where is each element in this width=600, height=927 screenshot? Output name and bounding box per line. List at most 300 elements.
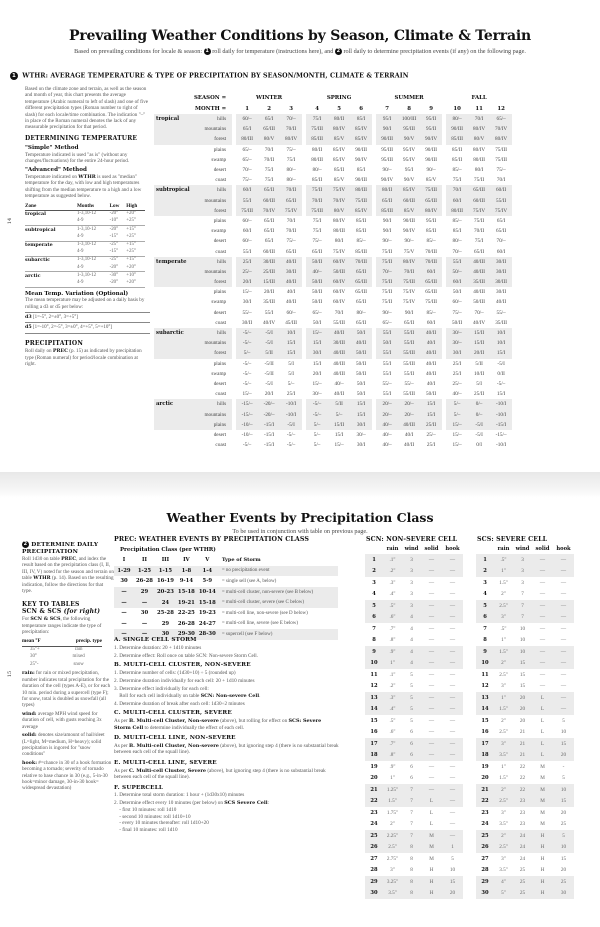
month-label: 8 <box>407 105 411 112</box>
wthr-cell: 40/– <box>306 267 328 277</box>
wthr-cell: 75/I <box>306 114 328 124</box>
climate-zone-label: subarctic <box>154 328 194 338</box>
climate-zone-label <box>154 308 194 318</box>
subtitle-text: roll daily to determine precipitation events (if any) on the following page. <box>343 48 526 55</box>
wthr-cell: -5/I <box>497 360 505 367</box>
wthr-cell: 50/II <box>350 348 372 358</box>
precipitation-heading: PRECIPITATION <box>25 339 84 347</box>
wthr-cell: -5/– <box>306 409 328 419</box>
wthr-cell: 55/I <box>446 257 468 267</box>
wthr-cell: 50/III <box>473 299 485 306</box>
wthr-cell: 80/III <box>311 156 323 163</box>
wthr-cell: 65/III <box>350 277 372 287</box>
wthr-cell: 65/I <box>258 114 280 124</box>
zone-temperature-table: Zone Months Low High tropical 1-3,10-12 -20° +20° 4-9 -10° +25° subtropical 1-3,10-12 -20° +15° 4-9 -15° +25° temperate 1-3,10-12 -25° +15° 4-9 -15° +25° subarctic 1-3,10-12 -25° +15° 4-9 -20° +20° arctic 1-3,10-12 -30° +10° 4-9 -20° +20° <box>25 203 145 288</box>
wthr-row <box>154 369 512 379</box>
scs-row: 21 2" 22 M 10 <box>476 784 574 796</box>
prec-row: — — 29 26-28 24-27 = multi-cell line, severe (see E below) <box>121 620 299 627</box>
scn-row: 3 .3" 3 — — <box>372 579 456 586</box>
wthr-cell: 80/IV <box>420 206 442 216</box>
wthr-row <box>154 297 512 307</box>
wthr-cell: 85/V <box>333 177 345 184</box>
scs-row: 12 3" 15 — — <box>481 683 567 690</box>
terrain-label: hills <box>194 114 232 124</box>
wthr-cell: 25/II <box>474 391 485 398</box>
wthr-cell: 90/– <box>382 309 392 316</box>
subtitle-text: roll daily for temperature (instructions here), and <box>212 48 334 55</box>
terrain-label: mountains <box>194 409 232 419</box>
prec-row: — 30 25-28 22-25 19-23 = multi-cell line, non-severe (see D below) <box>121 610 308 617</box>
wthr-cell: 95/IV <box>403 146 416 153</box>
climate-zone-label: tropical <box>154 114 194 124</box>
wthr-cell: 20/– <box>376 399 398 409</box>
wthr-cell: 80/– <box>446 114 468 124</box>
month-label: 11 <box>475 105 483 112</box>
climate-zone-label <box>154 440 194 450</box>
wthr-cell: 90/IV <box>420 134 442 144</box>
scs-row: 6 3" 7 — — <box>476 612 574 624</box>
wthr-cell: 60/III <box>468 196 490 206</box>
wthr-cell: 60/I <box>420 267 442 277</box>
wthr-cell: 75/I <box>474 238 484 245</box>
wthr-cell: 40/– <box>376 420 398 430</box>
wthr-cell: 40/II <box>426 360 437 367</box>
scn-row: 20 1" 6 — — <box>370 775 456 782</box>
wthr-cell: 55/I <box>382 370 392 377</box>
wthr-row <box>154 338 512 348</box>
wthr-cell: 5/– <box>313 431 321 438</box>
climate-zone-label <box>154 124 194 134</box>
wthr-cell: 60/– <box>286 309 296 316</box>
terrain-label: coast <box>215 442 227 449</box>
wthr-instructions <box>25 86 150 367</box>
wthr-row <box>154 308 512 318</box>
wthr-cell: 40/II <box>280 277 302 287</box>
wthr-cell: 75/III <box>398 277 420 287</box>
wthr-cell: 75/II <box>474 177 485 184</box>
climate-zone-label <box>154 409 194 419</box>
wthr-cell: 90/– <box>404 238 414 245</box>
wthr-cell: -5/– <box>496 380 506 387</box>
scn-row: 24 2" 7 L — <box>370 821 456 828</box>
scn-row: 9 .9" 4 — — <box>365 646 463 658</box>
terrain-label: plains <box>213 360 227 367</box>
determine-precip-text: Roll 1d30 on table PREC, and index the result based on the precipitation class (I, II, III, IV, V) noted for the season and terrain on table WTHR (p. 14). Based on the resulting indication, follow the directions for that type. <box>22 556 114 595</box>
wthr-cell: 75/III <box>495 146 507 153</box>
wthr-cell: 5/– <box>313 442 321 449</box>
wthr-cell: -5/– <box>242 370 252 377</box>
climate-zone-label <box>154 267 194 277</box>
wthr-cell: 90/III <box>425 146 437 153</box>
climate-zone-label <box>154 134 194 144</box>
wthr-cell: 10/I <box>490 328 512 338</box>
wthr-cell: 30/II <box>496 289 507 296</box>
wthr-cell: 55/II <box>490 196 512 206</box>
climate-zone-label: temperate <box>154 257 194 267</box>
wthr-cell: -5/– <box>236 328 258 338</box>
wthr-cell: 55/II <box>398 328 420 338</box>
wthr-cell: 65/II <box>286 248 297 255</box>
climate-zone-label <box>154 226 194 236</box>
key-heading: KEY TO TABLES SCN & SCS (for right) <box>22 601 101 615</box>
wthr-row <box>154 175 512 185</box>
wthr-row <box>154 348 512 358</box>
wthr-cell: 55/III <box>398 348 420 358</box>
wthr-row <box>154 165 512 175</box>
climate-zone-label <box>154 369 194 379</box>
wthr-cell: 75/I <box>286 156 296 163</box>
wthr-cell: 20/I <box>236 277 258 287</box>
wthr-cell: 50/I <box>356 391 366 398</box>
wthr-cell: 70/– <box>242 167 252 174</box>
wthr-cell: 80/II <box>312 146 323 153</box>
wthr-cell: -5/– <box>286 431 296 438</box>
wthr-cell: 30/II <box>242 319 253 326</box>
scn-row: 5 .5" 3 — — <box>365 600 463 612</box>
mean-variation-text: The mean temperature may be adjusted on a daily basis by rolling a d3 or d5 per below: <box>25 297 145 310</box>
wthr-cell: 70/IV <box>328 196 350 206</box>
wthr-cell: 90/III <box>376 134 398 144</box>
scs-row: 29 4" 25 H 25 <box>476 876 574 888</box>
wthr-cell: 70/I <box>286 217 296 224</box>
scs-row: 16 2.5" 21 L 10 <box>481 729 567 736</box>
wthr-cell: 15/– <box>334 442 344 449</box>
wthr-cell: 85/II <box>334 167 345 174</box>
wthr-cell: 65/I <box>496 217 506 224</box>
wthr-cell: 95/I <box>404 167 414 174</box>
wthr-cell: -5/– <box>236 338 258 348</box>
wthr-row <box>154 379 512 389</box>
scn-row: 22 1.5" 7 L — <box>365 796 463 808</box>
wthr-cell: -5/I <box>258 338 280 348</box>
scs-header-row: rain wind solid hook <box>497 545 571 552</box>
wthr-cell: 25/I <box>452 370 462 377</box>
step-2-badge-icon: 2 <box>23 541 28 547</box>
wthr-cell: 30/– <box>356 431 366 438</box>
wthr-cell: 40/– <box>382 442 392 449</box>
wthr-cell: -5/II <box>264 370 274 377</box>
wthr-cell: 85/IV <box>350 206 372 216</box>
wthr-cell: 95/IV <box>403 156 416 163</box>
key-text: For SCN & SCS, the following temperature ranges indicate the type of precipitation: <box>22 616 102 636</box>
terrain-label: forest <box>194 348 232 358</box>
wthr-row <box>154 226 512 236</box>
wthr-cell: 75/II <box>382 248 393 255</box>
wthr-cell: 100/III <box>398 114 420 124</box>
wthr-cell: -5/II <box>264 360 274 367</box>
wthr-cell: 25/III <box>258 267 280 277</box>
wthr-cell: 95/III <box>381 156 393 163</box>
wthr-cell: 80/IV <box>280 134 302 144</box>
wthr-cell: 0/– <box>468 409 490 419</box>
scn-row: 1 .1" 3 — — <box>365 554 463 566</box>
wthr-cell: 65/II <box>474 248 485 255</box>
terrain-label: coast <box>215 391 227 398</box>
scn-heading: SCN: NON-SEVERE CELL <box>366 536 458 543</box>
wthr-cell: -20/– <box>258 399 280 409</box>
wthr-cell: 70/II <box>280 124 302 134</box>
wthr-cell: 85/II <box>452 146 463 153</box>
scs-row: 8 1" 10 — — <box>483 637 567 644</box>
wthr-cell: 80/IV <box>490 134 512 144</box>
wthr-cell: 90/I <box>382 228 392 235</box>
scn-row: 23 1.75" 7 L — <box>370 809 456 816</box>
wthr-cell: 90/III <box>403 217 415 224</box>
page-number: 15 <box>7 670 14 678</box>
step-1-badge-icon: 1 <box>10 72 18 80</box>
wthr-cell: 15/III <box>258 277 280 287</box>
wthr-cell: 90/III <box>425 156 437 163</box>
season-label: FALL <box>471 94 487 101</box>
wthr-cell: 50/II <box>312 289 323 296</box>
wthr-cell: -5/I <box>468 420 490 430</box>
wthr-cell: -15/– <box>236 399 258 409</box>
wthr-cell: 40/II <box>404 442 415 449</box>
wthr-cell: 35/III <box>495 319 507 326</box>
page-subtitle: To be used in conjunction with table on previous page. <box>232 528 368 535</box>
month-label: 9 <box>429 105 433 112</box>
terrain-label: swamp <box>211 299 227 306</box>
wthr-cell: 70/II <box>306 196 328 206</box>
wthr-cell: 5/– <box>446 409 468 419</box>
wthr-cell: -10/I <box>280 399 302 409</box>
wthr-row <box>154 246 512 256</box>
climate-zone-label <box>154 277 194 287</box>
wthr-cell: 60/III <box>263 248 275 255</box>
terrain-label: desert <box>213 309 227 316</box>
wthr-cell: 60/IV <box>333 289 346 296</box>
scn-row: 12 .2" 5 — — <box>370 683 456 690</box>
wthr-row <box>154 287 512 297</box>
prec-row: — — 24 19-21 15-18 = multi-cell cluster, severe (see C below) <box>114 597 338 608</box>
wthr-cell: 15/– <box>446 420 468 430</box>
wthr-cell: -5/I <box>258 328 280 338</box>
wthr-cell: 50/I <box>356 380 366 387</box>
climate-zone-label <box>154 420 194 430</box>
wthr-cell: -5/– <box>242 442 252 449</box>
climate-zone-label <box>154 297 194 307</box>
wthr-cell: 90/IV <box>381 177 394 184</box>
terrain-label: coast <box>215 248 227 255</box>
wthr-cell: 50/I <box>312 319 322 326</box>
wthr-cell: 40/II <box>286 299 297 306</box>
scs-row: 28 3.5" 25 H 20 <box>481 867 567 874</box>
terrain-label: mountains <box>194 124 232 134</box>
wthr-cell: 95/II <box>420 124 442 134</box>
wthr-cell: -10/I <box>490 399 512 409</box>
wthr-cell: 5/– <box>287 380 295 387</box>
wthr-cell: 65/– <box>242 156 252 163</box>
wthr-cell: 80/IV <box>398 257 420 267</box>
terrain-label: forest <box>194 206 232 216</box>
wthr-cell: 70/I <box>264 146 274 153</box>
wthr-section-title: WTHR: AVERAGE TEMPERATURE & TYPE OF PRECIPITATION BY SEASON/MONTH, CLIMATE & TERRAIN <box>22 72 409 80</box>
wthr-cell: 80/III <box>473 156 485 163</box>
subtitle-text: Based on prevailing conditions for locale & season: <box>74 48 203 55</box>
wthr-cell: 75/I <box>312 228 322 235</box>
wthr-cell: 95/III <box>398 124 420 134</box>
scs-row: 26 2.5" 24 H 10 <box>476 842 574 854</box>
wthr-row <box>154 206 512 216</box>
wthr-cell: 80/I <box>474 167 484 174</box>
section-f-heading: F. SUPERCELL <box>114 784 164 791</box>
terrain-label: swamp <box>211 156 227 163</box>
climate-zone-label <box>154 430 194 440</box>
wthr-cell: 5/I <box>476 380 482 387</box>
wthr-cell: 75/III <box>306 206 328 216</box>
wthr-cell: 60/I <box>446 196 468 206</box>
wthr-cell: 15/I <box>420 399 442 409</box>
wthr-cell: 40/III <box>328 348 350 358</box>
wind-key: wind: average MPH wind speed for duration of cell, with gusts reaching 3x average <box>22 710 102 730</box>
scs-row: 20 1.5" 22 M 5 <box>481 775 565 782</box>
wthr-cell: 20/– <box>398 409 420 419</box>
wthr-cell: 25/– <box>236 267 258 277</box>
wthr-cell: -15/I <box>490 420 512 430</box>
temp-precip-type-table: mean °F precip. type 35°+ rain 30° mixed 25°- snow <box>22 638 102 667</box>
month-header-row: MONTH = 1 2 3 4 5 6 7 8 9 10 11 12 <box>154 103 512 114</box>
wthr-cell: 65/II <box>258 185 280 195</box>
wthr-cell: 50/III <box>328 267 350 277</box>
wthr-cell: 55/III <box>403 391 415 398</box>
wthr-cell: 80/II <box>328 114 350 124</box>
wthr-cell: 25/– <box>452 380 462 387</box>
wthr-cell: 10/I <box>280 328 302 338</box>
wthr-cell: 60/III <box>258 196 280 206</box>
wthr-cell: 40/I <box>426 380 436 387</box>
wthr-cell: -5/I <box>475 431 483 438</box>
wthr-cell: 65/II <box>350 267 372 277</box>
month-label: 12 <box>497 105 505 112</box>
wthr-cell: 70/IV <box>258 206 280 216</box>
wthr-cell: 90/IV <box>403 228 416 235</box>
wthr-cell: 60/I <box>236 185 258 195</box>
terrain-label: forest <box>194 277 232 287</box>
wthr-cell: 30/III <box>490 277 512 287</box>
wthr-row <box>154 440 512 450</box>
wthr-cell: 25/II <box>420 420 442 430</box>
wthr-cell: 40/IV <box>473 319 486 326</box>
wthr-cell: 15/I <box>490 348 512 358</box>
wthr-row <box>154 185 512 195</box>
wthr-cell: 70/I <box>446 185 468 195</box>
wthr-cell: 15/I <box>280 338 302 348</box>
wthr-cell: 25/I <box>286 391 296 398</box>
wthr-cell: -5/– <box>242 360 252 367</box>
wthr-cell: 70/I <box>496 177 506 184</box>
wthr-cell: 65/III <box>425 289 437 296</box>
prec-table <box>114 555 338 640</box>
prec-header-row: I II III IV V Type of Storm <box>122 557 261 564</box>
wthr-cell: 85/II <box>356 228 367 235</box>
wthr-cell: 40/II <box>350 338 372 348</box>
wthr-cell: 40/III <box>333 370 345 377</box>
wthr-cell: 75/II <box>382 289 393 296</box>
wthr-cell: 70/I <box>468 114 490 124</box>
scs-row: 5 2.5" 7 — — <box>476 600 574 612</box>
wthr-cell: 60/IV <box>328 257 350 267</box>
wthr-cell: 40/II <box>426 370 437 377</box>
wthr-cell: 15/II <box>328 420 350 430</box>
wthr-cell: 80/III <box>350 185 372 195</box>
wthr-cell: 30/II <box>280 267 302 277</box>
wthr-cell: 15/I <box>496 391 506 398</box>
scn-row: 8 .8" 4 — — <box>372 637 456 644</box>
wthr-cell: 50/I <box>376 338 398 348</box>
precipitation-text: Roll daily on PREC (p. 15) as indicated by precipitation type (Roman numeral) for period/locale combination at right. <box>25 348 142 368</box>
wthr-cell: 80/V <box>468 134 490 144</box>
wthr-row <box>154 124 512 134</box>
wthr-cell: 75/IV <box>403 289 416 296</box>
scn-row: 11 .1" 5 — — <box>370 671 456 678</box>
section-a-heading: A. SINGLE CELL STORM <box>114 637 197 643</box>
wthr-cell: 85/I <box>350 114 372 124</box>
scn-row: 30 3.5" 8 H 20 <box>365 888 463 900</box>
wthr-cell: 40/I <box>286 289 296 296</box>
wthr-cell: 80/IV <box>328 124 350 134</box>
wthr-cell: 75/IV <box>490 206 512 216</box>
wthr-cell: 85/III <box>306 134 328 144</box>
wthr-cell: 85/III <box>376 206 398 216</box>
wthr-cell: 90/V <box>403 177 415 184</box>
wthr-cell: 45/III <box>285 319 297 326</box>
wthr-cell: 85/III <box>355 248 367 255</box>
wthr-cell: 60/I <box>242 228 252 235</box>
wthr-row <box>154 389 512 399</box>
terrain-label: desert <box>213 431 227 438</box>
wthr-cell: -10/I <box>280 409 302 419</box>
wthr-cell: 30/III <box>258 257 280 267</box>
scs-row: 3 1.5" 3 — — <box>483 579 567 586</box>
wthr-row <box>154 257 512 267</box>
wthr-cell: 65/II <box>376 196 398 206</box>
wthr-cell: 40/I <box>420 338 442 348</box>
scs-row: 11 2.5" 15 — — <box>481 671 567 678</box>
wthr-cell: 55/– <box>496 309 506 316</box>
climate-zone-label <box>154 196 194 206</box>
scn-row: 21 1.25" 7 — — <box>365 784 463 796</box>
wthr-section-heading <box>10 72 409 80</box>
wthr-cell: 70/III <box>425 248 437 255</box>
wthr-cell: 30/II <box>490 267 512 277</box>
wthr-cell: 75/I <box>452 177 462 184</box>
wthr-cell: 75/III <box>425 299 437 306</box>
wthr-cell: 75/II <box>376 257 398 267</box>
scn-row: 29 3.25" 8 H 15 <box>365 876 463 888</box>
scs-row: 1 .5" 3 — — <box>476 554 574 566</box>
wthr-cell: 65/II <box>496 228 507 235</box>
wthr-cell: 60/IV <box>328 277 350 287</box>
wthr-cell: 85/II <box>452 156 463 163</box>
wthr-cell: 85/II <box>426 228 437 235</box>
wthr-cell: 20/– <box>398 399 420 409</box>
wthr-row <box>154 430 512 440</box>
scn-row: 13 .3" 5 — — <box>365 692 463 704</box>
storm-type-instructions: A. SINGLE CELL STORM 1. Determine duration: 20 + 1d10 minutes 2. Determine effect: Roll once on table SCN: Non-severe Storm Cell. B. MULTI-CELL CLUSTER, NON-SEVERE 1. Determine number of cells: (1d30+10) ÷ 5 (rounded up) 2. Determine duration individually for each cell: 20 + 1d10 minutes 3. Determine effect individually for each cell: Roll for each cell individually on table SCN: Non-severe Cell. 4. Determine duration of break after each cell: 1d30÷2 minutes C. MULTI-CELL CLUSTER, SEVERE As per B. Multi-cell Cluster, Non-severe (above), but rolling for effect on SCS: Severe Storm Cell to determine individually the effect of each cell. D. MULTI-CELL LINE, NON-SEVERE As per B. Multi-cell Cluster, Non-severe (above), but ignoring step 4 (there is no substantial break between each cell of the squall line). E. MULTI-CELL LINE, SEVERE As per C. Multi-cell Cluster, Severe (above), but ignoring step 4 (there is no substantial break between each cell of the squall line). F. SUPERCELL 1. Determine total storm duration: 1 hour + (1d30x10) minutes 2. Determine effect every 10 minutes (per below) on SCS Severe Cell: - first 10 minutes: roll 1d10 - second 10 minutes: roll 1d10+10 - every 10 minutes thereafter: roll 1d10+20 - final 10 minutes: roll 1d10 <box>114 637 339 833</box>
wthr-cell: 65/– <box>490 114 512 124</box>
wthr-cell: 65/III <box>420 196 442 206</box>
advanced-method-text: Temperature indicated on WTHR is used as "median" temperature for the day, with low and high temperatures shifting from the median temperature to a high and a low temperature as suggested below. <box>25 173 142 200</box>
wthr-cell: 15/I <box>312 360 322 367</box>
wthr-cell: 15/– <box>242 391 252 398</box>
wthr-cell: 40/– <box>382 431 392 438</box>
climate-zone-label <box>154 216 194 226</box>
wthr-cell: 70/III <box>420 257 442 267</box>
page-divider <box>0 472 600 498</box>
wthr-cell: 15/I <box>350 399 372 409</box>
wthr-row <box>154 318 512 328</box>
wthr-cell: 70/– <box>496 238 506 245</box>
